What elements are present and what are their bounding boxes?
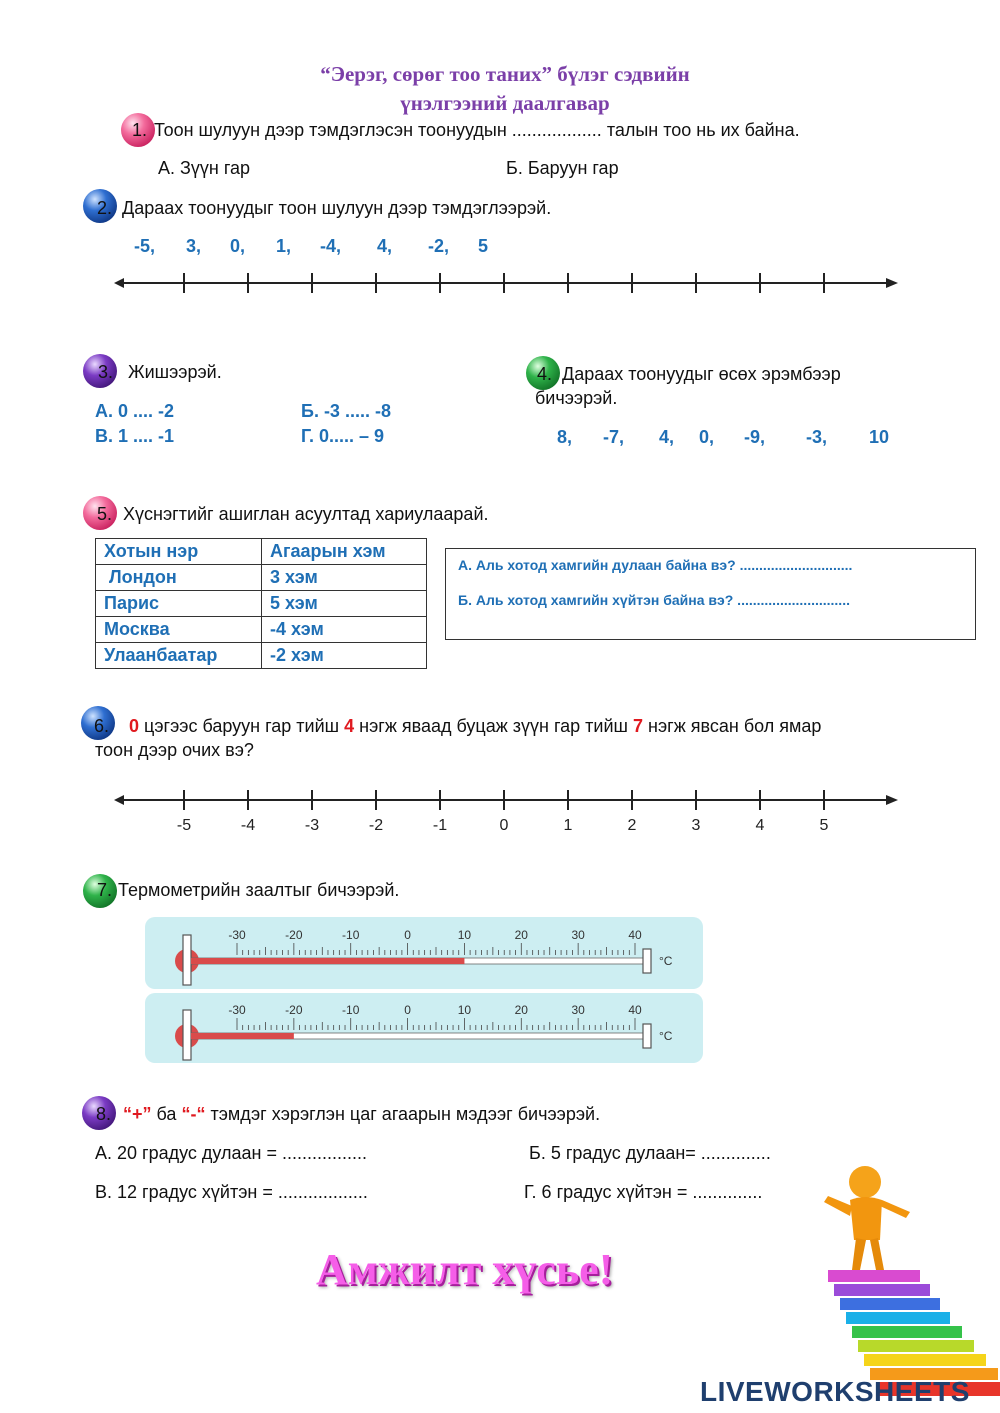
number-line-label: 3 xyxy=(691,817,701,834)
table-cell: -2 хэм xyxy=(262,643,427,669)
celsius-unit-label: °C xyxy=(659,1029,673,1043)
q8-item-g[interactable]: Г. 6 градус хүйтэн = .............. xyxy=(524,1182,763,1202)
thermometer-scale-label: -20 xyxy=(285,928,303,942)
q2-number-5: -4, xyxy=(320,236,342,256)
q7-number: 7. xyxy=(97,880,113,900)
number-line-label: 0 xyxy=(499,817,509,834)
number-line-label: 5 xyxy=(819,817,829,834)
q2-number-7: -2, xyxy=(428,236,450,256)
q5-question-a[interactable]: А. Аль хотод хамгийн дулаан байна вэ? ............................. xyxy=(458,557,853,573)
q8-number: 8. xyxy=(96,1104,112,1124)
q5-question-box xyxy=(445,548,976,640)
q2-number: 2. xyxy=(97,198,113,218)
q8-ba: ба xyxy=(156,1104,177,1124)
thermometer-scale-label: 0 xyxy=(404,928,411,942)
thermometer-scale-label: 40 xyxy=(628,1003,642,1017)
number-line-label: -1 xyxy=(432,817,448,834)
table-cell: Лондон xyxy=(96,565,262,591)
number-line-label: -4 xyxy=(240,817,256,834)
q2-number-8: 5 xyxy=(478,236,489,256)
q1-option-a[interactable]: А. Зүүн гар xyxy=(158,158,251,178)
thermometer-end-cap xyxy=(183,1010,191,1060)
q6-seven: 7 xyxy=(633,716,644,736)
table-row xyxy=(96,565,427,591)
q4-number-1: 8, xyxy=(557,427,573,447)
liveworksheets-logo: LIVEWORKSHEETS xyxy=(700,1376,970,1407)
thermometer-1 xyxy=(145,917,703,989)
q4-number-2: -7, xyxy=(603,427,625,447)
number-line-label: 2 xyxy=(627,817,637,834)
q8-text-line xyxy=(123,1104,600,1125)
q4-number-6: -3, xyxy=(806,427,828,447)
thermometer-mercury xyxy=(191,1033,294,1039)
good-luck-banner: Амжилт хүсье! xyxy=(316,1245,614,1294)
q2-number-line[interactable] xyxy=(110,268,910,298)
q2-number-4: 1, xyxy=(276,236,292,256)
thermometer-scale-label: -30 xyxy=(228,1003,246,1017)
q6-part3: нэгж явсан бол ямар xyxy=(648,716,822,736)
q2-text: Дараах тоонуудыг тоон шулуун дээр тэмдэглээрэй. xyxy=(122,198,552,218)
thermometer-scale-label: 40 xyxy=(628,928,642,942)
q4-number-7: 10 xyxy=(869,427,890,447)
q1-text: Тоон шулуун дээр тэмдэглэсэн тоонуудын .................. талын тоо нь их байна. xyxy=(154,120,800,140)
q7-text: Термометрийн заалтыг бичээрэй. xyxy=(118,880,400,900)
q8-minus: “-“ xyxy=(181,1104,206,1124)
q4-number-5: -9, xyxy=(744,427,766,447)
table-header-row xyxy=(96,539,427,565)
q6-number: 6. xyxy=(94,716,110,736)
q6-zero: 0 xyxy=(129,716,140,736)
q6-part1: цэгээс баруун гар тийш xyxy=(144,716,340,736)
q5-text: Хүснэгтийг ашиглан асуултад хариулаарай. xyxy=(123,504,489,524)
q3-number: 3. xyxy=(98,362,114,382)
table-cell: Улаанбаатар xyxy=(96,643,262,669)
table-row xyxy=(96,617,427,643)
thermometer-scale-label: -10 xyxy=(342,928,360,942)
q4-text-line1: Дараах тоонуудыг өсөх эрэмбээр xyxy=(562,364,841,384)
thermometer-mercury xyxy=(191,958,464,964)
q5-number: 5. xyxy=(97,504,113,524)
q6-number-line[interactable] xyxy=(110,784,910,836)
celsius-unit-label: °C xyxy=(659,954,673,968)
number-line-label: 4 xyxy=(755,817,765,834)
thermometer-2 xyxy=(145,993,703,1063)
number-line-label: -5 xyxy=(176,817,192,834)
q4-number: 4. xyxy=(537,364,553,384)
q4-number-4: 0, xyxy=(699,427,715,447)
table-header: Хотын нэр xyxy=(96,539,262,565)
title-line1: “Эерэг, сөрөг тоо таних” бүлэг сэдвийн xyxy=(320,62,690,86)
q3-text: Жишээрэй. xyxy=(128,362,222,382)
thermometer-scale-label: -10 xyxy=(342,1003,360,1017)
q8-item-b[interactable]: Б. 5 градус дулаан= .............. xyxy=(529,1143,771,1163)
thermometer-scale-label: 20 xyxy=(514,1003,528,1017)
number-line-label: -3 xyxy=(304,817,320,834)
table-row xyxy=(96,591,427,617)
arrow-left-icon xyxy=(114,278,124,288)
thermometer-scale-label: 20 xyxy=(514,928,528,942)
q3-item-g[interactable]: Г. 0..... – 9 xyxy=(301,426,384,446)
thermometer-end-cap xyxy=(183,935,191,985)
arrow-right-icon xyxy=(886,795,898,805)
q6-text-line2: тоон дээр очих вэ? xyxy=(95,740,254,760)
thermometer-scale-label: -30 xyxy=(228,928,246,942)
thermometer-scale-label: 30 xyxy=(571,1003,585,1017)
q4-text-line2: бичээрэй. xyxy=(535,388,618,408)
table-cell: Парис xyxy=(96,591,262,617)
thermometer-scale-label: 0 xyxy=(404,1003,411,1017)
thermometer-scale-label: 10 xyxy=(457,1003,472,1017)
stairs-figure-illustration xyxy=(810,1160,1000,1410)
table-cell: 5 хэм xyxy=(262,591,427,617)
q3-item-a[interactable]: А. 0 .... -2 xyxy=(95,401,175,421)
arrow-left-icon xyxy=(114,795,124,805)
thermometer-end-cap xyxy=(643,949,651,973)
thermometer-1-drawing xyxy=(145,917,703,989)
q8-item-v[interactable]: В. 12 градус хүйтэн = .................. xyxy=(95,1182,368,1202)
q8-plus: “+” xyxy=(123,1104,152,1124)
q2-number-6: 4, xyxy=(377,236,393,256)
q4-number-3: 4, xyxy=(659,427,675,447)
q2-number-2: 3, xyxy=(186,236,202,256)
figure-icon xyxy=(824,1166,910,1270)
number-line-label: -2 xyxy=(368,817,384,834)
q5-question-b[interactable]: Б. Аль хотод хамгийн хүйтэн байна вэ? ............................. xyxy=(458,592,850,608)
thermometer-scale-label: -20 xyxy=(285,1003,303,1017)
city-temperature-table xyxy=(95,538,427,669)
table-cell: 3 хэм xyxy=(262,565,427,591)
table-cell: -4 хэм xyxy=(262,617,427,643)
thermometer-scale-label: 30 xyxy=(571,928,585,942)
q6-part2: нэгж яваад буцаж зүүн гар тийш xyxy=(359,716,628,736)
table-header: Агаарын хэм xyxy=(262,539,427,565)
q8-text: тэмдэг хэрэглэн цаг агаарын мэдээг бичээрэй. xyxy=(210,1104,601,1124)
number-line-label: 1 xyxy=(563,817,573,834)
q8-item-a[interactable]: А. 20 градус дулаан = ................. xyxy=(95,1143,368,1163)
thermometer-end-cap xyxy=(643,1024,651,1048)
q3-item-v[interactable]: В. 1 .... -1 xyxy=(95,426,175,446)
q1-number: 1. xyxy=(132,120,148,140)
table-row xyxy=(96,643,427,669)
arrow-right-icon xyxy=(886,278,898,288)
q6-four: 4 xyxy=(344,716,355,736)
q2-number-3: 0, xyxy=(230,236,246,256)
q3-item-b[interactable]: Б. -3 ..... -8 xyxy=(301,401,391,421)
q6-text-line1 xyxy=(129,716,821,737)
table-cell: Москва xyxy=(96,617,262,643)
thermometer-scale-label: 10 xyxy=(457,928,472,942)
title-line2: үнэлгээний даалгавар xyxy=(400,91,610,115)
q2-number-1: -5, xyxy=(134,236,156,256)
thermometer-2-drawing xyxy=(145,993,703,1063)
q1-option-b[interactable]: Б. Баруун гар xyxy=(506,158,619,178)
